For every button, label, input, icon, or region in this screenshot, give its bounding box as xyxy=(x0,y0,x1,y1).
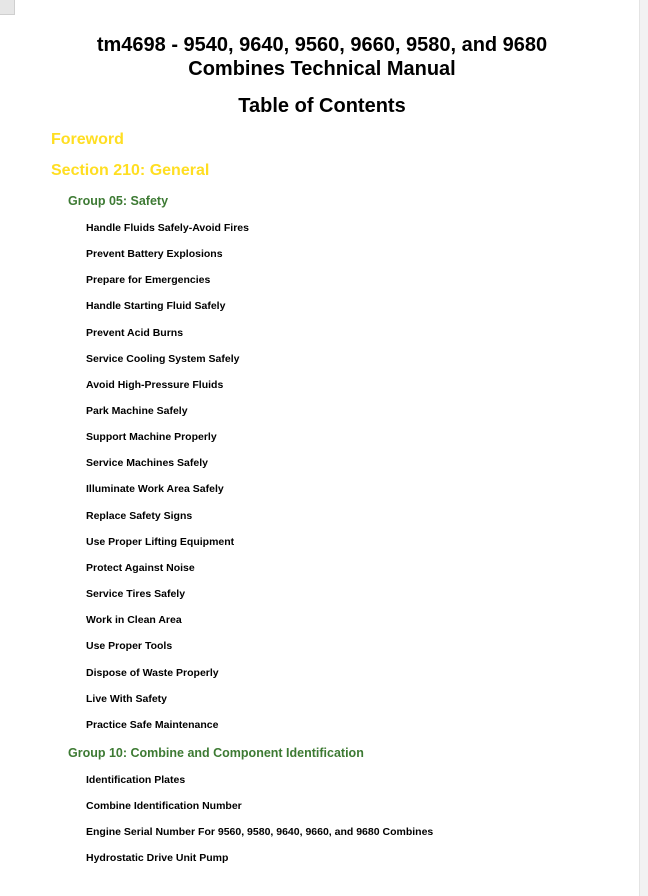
table-of-contents-heading: Table of Contents xyxy=(238,95,406,117)
toc-item-link[interactable]: Work in Clean Area xyxy=(86,614,182,626)
toc-item-link[interactable]: Practice Safe Maintenance xyxy=(86,719,219,731)
toc-item-link[interactable]: Service Machines Safely xyxy=(86,457,208,469)
toc-item-link[interactable]: Service Tires Safely xyxy=(86,588,186,600)
toc-item-link[interactable]: Identification Plates xyxy=(86,774,186,786)
toc-item-link[interactable]: Use Proper Lifting Equipment xyxy=(86,536,235,548)
toc-item-link[interactable]: Prepare for Emergencies xyxy=(86,274,211,286)
vertical-scrollbar[interactable] xyxy=(639,0,648,896)
toc-item-link[interactable]: Handle Fluids Safely-Avoid Fires xyxy=(86,222,249,234)
toc-item-link[interactable]: Use Proper Tools xyxy=(86,640,173,652)
toc-link-group-10-identification[interactable]: Group 10: Combine and Component Identification xyxy=(68,746,364,760)
document-title-line-2: Combines Technical Manual xyxy=(188,58,456,80)
toc-item-link[interactable]: Replace Safety Signs xyxy=(86,510,193,522)
toc-item-link[interactable]: Protect Against Noise xyxy=(86,562,195,574)
toc-item-link[interactable]: Live With Safety xyxy=(86,693,168,705)
toc-item-link[interactable]: Handle Starting Fluid Safely xyxy=(86,300,226,312)
toc-item-link[interactable]: Illuminate Work Area Safely xyxy=(86,483,224,495)
document-title xyxy=(0,33,644,81)
toc-link-foreword[interactable]: Foreword xyxy=(51,131,124,148)
toc-item-link[interactable]: Park Machine Safely xyxy=(86,405,188,417)
toc-item-link[interactable]: Prevent Battery Explosions xyxy=(86,248,223,260)
toc-item-link[interactable]: Support Machine Properly xyxy=(86,431,217,443)
toc-item-link[interactable]: Service Cooling System Safely xyxy=(86,353,240,365)
toc-link-group-05-safety[interactable]: Group 05: Safety xyxy=(68,194,169,208)
toc-item-link[interactable]: Engine Serial Number For 9560, 9580, 9640, 9660, and 9680 Combines xyxy=(86,826,434,838)
toc-item-link[interactable]: Avoid High-Pressure Fluids xyxy=(86,379,224,391)
toc-item-link[interactable]: Combine Identification Number xyxy=(86,800,242,812)
document-title-line-1: tm4698 - 9540, 9640, 9560, 9660, 9580, and 9680 xyxy=(96,34,548,56)
toc-item-link[interactable]: Dispose of Waste Properly xyxy=(86,667,219,679)
toc-link-section-210-general[interactable]: Section 210: General xyxy=(51,162,210,179)
page-corner-marker xyxy=(0,0,15,15)
toc-item-link[interactable]: Prevent Acid Burns xyxy=(86,327,184,339)
toc-item-link[interactable]: Hydrostatic Drive Unit Pump xyxy=(86,852,229,864)
